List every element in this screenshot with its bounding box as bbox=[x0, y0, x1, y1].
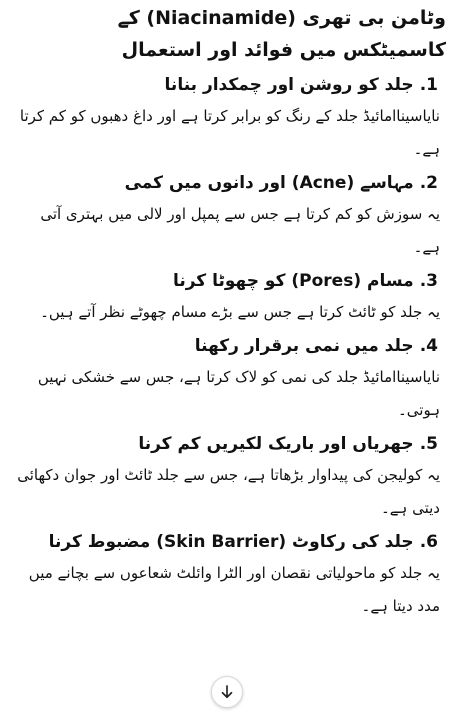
page-title: وٹامن بی تھری (Niacinamide) کے کاسمیٹکس میں فوائد اور استعمال bbox=[117, 7, 446, 61]
section-number: 5. bbox=[419, 434, 438, 454]
section-heading-text: مہاسے (Acne) اور دانوں میں کمی bbox=[124, 173, 414, 193]
section-3 bbox=[12, 268, 446, 329]
arrow-down-icon bbox=[218, 683, 236, 701]
section-body: یہ سوزش کو کم کرتا ہے جس سے پمپل اور لالی میں بہتری آتی ہے۔ bbox=[40, 205, 440, 256]
section-4 bbox=[12, 333, 446, 427]
section-6 bbox=[12, 529, 446, 623]
section-body: یہ جلد کو ماحولیاتی نقصان اور الٹرا وائلٹ شعاعوں سے بچانے میں مدد دیتا ہے۔ bbox=[28, 564, 440, 615]
section-heading-text: جلد کو روشن اور چمکدار بنانا bbox=[164, 75, 414, 95]
section-heading bbox=[12, 72, 446, 98]
section-body: یہ کولیجن کی پیداوار بڑھاتا ہے، جس سے جلد ٹائٹ اور جوان دکھائی دیتی ہے۔ bbox=[17, 466, 440, 517]
section-body: نایاسیناامائیڈ جلد کی نمی کو لاک کرتا ہے، جس سے خشکی نہیں ہوتی۔ bbox=[37, 368, 440, 419]
section-body: نایاسیناامائیڈ جلد کے رنگ کو برابر کرتا ہے اور داغ دھبوں کو کم کرتا ہے۔ bbox=[19, 107, 440, 158]
section-body: یہ جلد کو ٹائٹ کرتا ہے جس سے بڑے مسام چھوٹے نظر آتے ہیں۔ bbox=[40, 303, 440, 321]
section-heading bbox=[12, 268, 446, 294]
section-heading bbox=[12, 431, 446, 457]
section-heading bbox=[12, 529, 446, 555]
section-number: 6. bbox=[419, 532, 438, 552]
section-number: 4. bbox=[419, 336, 438, 356]
section-1 bbox=[12, 72, 446, 166]
section-2 bbox=[12, 170, 446, 264]
section-heading-text: جلد کی رکاوٹ (Skin Barrier) مضبوط کرنا bbox=[48, 532, 414, 552]
section-heading-text: جلد میں نمی برقرار رکھنا bbox=[194, 336, 414, 356]
section-number: 2. bbox=[419, 173, 438, 193]
article bbox=[0, 2, 454, 623]
section-heading-text: جھریاں اور باریک لکیریں کم کرنا bbox=[138, 434, 414, 454]
section-heading bbox=[12, 333, 446, 359]
scroll-to-bottom-button[interactable] bbox=[211, 676, 243, 708]
section-heading-text: مسام (Pores) کو چھوٹا کرنا bbox=[172, 271, 414, 291]
section-5 bbox=[12, 431, 446, 525]
section-number: 3. bbox=[419, 271, 438, 291]
section-heading bbox=[12, 170, 446, 196]
section-number: 1. bbox=[419, 75, 438, 95]
